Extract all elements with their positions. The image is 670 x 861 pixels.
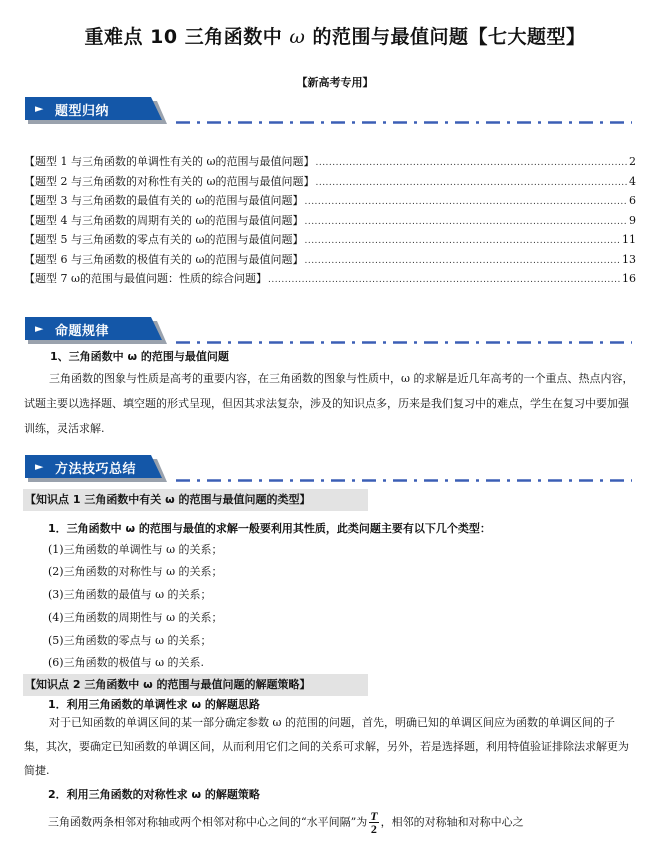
toc-leader-dots [315,154,628,174]
section-banner-methods [25,455,165,478]
knowledge-item: (6)三角函数的极值与 ω 的关系. [48,656,205,669]
toc-leader-dots [304,252,621,272]
toc-leader-dots [268,271,621,291]
table-of-contents [24,152,636,289]
knowledge-point-1-title: 【知识点 1 三角函数中有关 ω 的范围与最值问题的类型】 [23,489,368,511]
strategy-2-text-after: ，相邻的对称轴和对称中心之 [380,815,524,829]
toc-item-page: 6 [629,194,636,207]
banner-label: 方法技巧总结 [55,462,137,477]
toc-item[interactable] [24,250,636,270]
section-banner-types [25,97,165,120]
dash-dot-divider [176,341,632,344]
toc-leader-dots [304,232,621,252]
banner-label: 命题规律 [55,324,110,339]
toc-item-page: 16 [622,272,636,285]
play-triangle-icon: ► [35,322,44,335]
toc-item[interactable] [24,230,636,250]
knowledge-item: (2)三角函数的对称性与 ω 的关系； [48,565,223,578]
toc-item[interactable] [24,152,636,172]
knowledge-item: (5)三角函数的零点与 ω 的关系； [48,634,212,647]
toc-item-label: 【题型 5 与三角函数的零点有关的 ω的范围与最值问题】 [24,233,304,246]
toc-item-label: 【题型 1 与三角函数的单调性有关的 ω的范围与最值问题】 [24,155,315,168]
toc-item-page: 2 [629,155,636,168]
document-title [0,22,670,49]
fraction-denominator: 2 [370,822,377,836]
play-triangle-icon: ► [35,460,44,473]
document-subtitle: 【新高考专用】 [296,76,374,89]
title-omega: ω [289,26,306,48]
knowledge-item: (3)三角函数的最值与 ω 的关系； [48,588,212,601]
knowledge-item: (1)三角函数的单调性与 ω 的关系； [48,543,223,556]
rules-heading: 1、三角函数中 ω 的范围与最值问题 [50,350,229,363]
play-triangle-icon: ► [35,102,44,115]
strategy-1-heading: 1．利用三角函数的单调性求 ω 的解题思路 [48,698,260,711]
toc-item[interactable] [24,269,636,289]
toc-leader-dots [304,213,628,233]
toc-leader-dots [304,193,628,213]
dash-dot-divider [176,121,632,124]
dash-dot-divider [176,479,632,482]
toc-item[interactable] [24,211,636,231]
strategy-2-paragraph [48,810,638,835]
toc-leader-dots [315,174,628,194]
toc-item[interactable] [24,172,636,192]
strategy-2-heading: 2．利用三角函数的对称性求 ω 的解题策略 [48,788,260,801]
toc-item-label: 【题型 4 与三角函数的周期有关的 ω的范围与最值问题】 [24,213,304,227]
knowledge-point-1-lead: 1．三角函数中 ω 的范围与最值的求解一般要利用其性质，此类问题主要有以下几个类型： [48,522,491,535]
toc-item-label: 【题型 7 ω的范围与最值问题：性质的综合问题】 [24,272,267,285]
rules-paragraph: 三角函数的图象与性质是高考的重要内容，在三角函数的图象与性质中，ω 的求解是近几年高考的一个重点、热点内容，试题主要以选择题、填空题的形式呈现，但因其求法复杂，涉及的知识点多，历来是我们复习中的难点，学生在复习中要加强训练，灵活求解. [24,372,634,435]
title-prefix: 重难点 10 三角函数中 [84,26,290,48]
toc-item[interactable] [24,191,636,211]
toc-item-label: 【题型 6 与三角函数的极值有关的 ω的范围与最值问题】 [24,252,304,266]
strategy-2-text-before: 三角函数两条相邻对称轴或两个相邻对称中心之间的“水平间隔”为 [48,815,368,829]
fraction-numerator: T [370,809,378,823]
toc-item-label: 【题型 2 与三角函数的对称性有关的 ω的范围与最值问题】 [24,174,315,188]
banner-label: 题型归纳 [55,104,110,119]
toc-item-page: 13 [622,252,636,266]
toc-item-page: 4 [629,174,636,188]
section-banner-rules [25,317,165,340]
knowledge-point-2-title: 【知识点 2 三角函数中 ω 的范围与最值问题的解题策略】 [23,674,368,696]
knowledge-item: (4)三角函数的周期性与 ω 的关系； [48,611,223,624]
toc-item-page: 11 [622,233,636,246]
toc-item-page: 9 [629,213,636,227]
fraction-t-over-2 [369,810,378,835]
title-suffix: 的范围与最值问题【七大题型】 [305,26,586,48]
strategy-1-paragraph: 对于已知函数的单调区间的某一部分确定参数 ω 的范围的问题，首先，明确已知的单调区间应为函数的单调区间的子集，其次，要确定已知函数的单调区间，从而利用它们之间的关系可求解，另外，若是选择题，利用特值验证排除法求解更为简捷. [24,716,629,777]
toc-item-label: 【题型 3 与三角函数的最值有关的 ω的范围与最值问题】 [24,194,304,207]
